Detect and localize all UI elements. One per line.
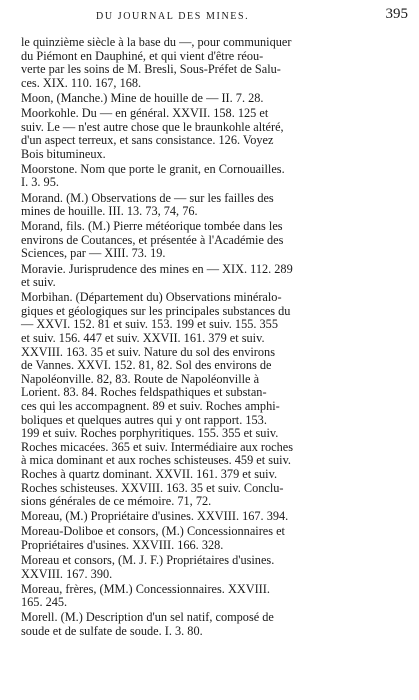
index-entry xyxy=(21,263,404,290)
entry-line: environs de Coutances, et présentée à l'Académie des xyxy=(21,232,284,247)
index-entry xyxy=(21,525,404,552)
entry-line: Moravie. Jurisprudence des mines en — XIX. 112. 289 xyxy=(21,261,293,276)
entry-line: Moreau, frères, (MM.) Concessionnaires. XXVIII. xyxy=(21,581,270,596)
entry-line: sions générales de ce mémoire. 71, 72. xyxy=(21,494,212,509)
entry-line: giques et géologiques sur les principales substances du xyxy=(21,303,291,318)
page-header xyxy=(0,8,419,28)
entry-line: 199 et suiv. Roches porphyritiques. 155. 355 et suiv. xyxy=(21,426,279,441)
index-entry xyxy=(21,36,404,90)
entry-line: d'un aspect terreux, et sans consistance. 126. Voyez xyxy=(21,133,274,148)
index-entry xyxy=(21,510,404,524)
entry-line: Moorstone. Nom que porte le granit, en Cornouailles. xyxy=(21,161,285,176)
index-entries xyxy=(21,36,404,640)
entry-line: soude et de sulfate de soude. I. 3. 80. xyxy=(21,623,203,638)
entry-line: Moon, (Manche.) Mine de houille de — II. 7. 28. xyxy=(21,90,264,105)
entry-line: XXVIII. 163. 35 et suiv. Nature du sol des environs xyxy=(21,344,275,359)
entry-line: Moreau et consors, (M. J. F.) Propriétaires d'usines. xyxy=(21,552,275,567)
entry-line: Roches schisteuses. XXVIII. 163. 35 et suiv. Conclu- xyxy=(21,480,284,495)
entry-line: Morell. (M.) Description d'un sel natif, composé de xyxy=(21,610,274,625)
entry-line: Moreau, (M.) Propriétaire d'usines. XXVIII. 167. 394. xyxy=(21,509,289,524)
entry-line: ces. XIX. 110. 167, 168. xyxy=(21,75,142,90)
entry-line: verte par les soins de M. Bresli, Sous-Préfet de Salu- xyxy=(21,62,281,77)
entry-line: et suiv. 156. 447 et suiv. XXVII. 161. 379 et suiv. xyxy=(21,330,265,345)
index-entry xyxy=(21,92,404,106)
entry-line: de Vannes. XXVI. 152. 81, 82. Sol des environs de xyxy=(21,358,272,373)
index-entry xyxy=(21,163,404,190)
running-title: DU JOURNAL DES MINES. xyxy=(96,11,250,22)
index-entry xyxy=(21,554,404,581)
entry-line: du Piémont en Dauphiné, et qui vient d'être réou- xyxy=(21,48,264,63)
index-entry xyxy=(21,192,404,219)
entry-line: Lorient. 83. 84. Roches feldspathiques et substan- xyxy=(21,385,267,400)
index-entry xyxy=(21,107,404,161)
entry-line: Roches à quartz dominant. XXVII. 161. 379 et suiv. xyxy=(21,466,278,481)
entry-line: Roches micacées. 365 et suiv. Intermédiaire aux roches xyxy=(21,439,294,454)
entry-line: 165. 245. xyxy=(21,595,68,610)
index-entry xyxy=(21,611,404,638)
entry-line: Moorkohle. Du — en général. XXVII. 158. 125 et xyxy=(21,105,269,120)
entry-line: I. 3. 95. xyxy=(21,175,59,190)
page-number: 395 xyxy=(385,6,408,22)
entry-line: Propriétaires d'usines. XXVIII. 166. 328. xyxy=(21,537,224,552)
index-entry xyxy=(21,220,404,261)
entry-line: à mica dominant et aux roches schisteuses. 459 et suiv. xyxy=(21,453,292,468)
entry-line: suiv. Le — n'est autre chose que le braunkohle altéré, xyxy=(21,119,284,134)
entry-line: le quinzième siècle à la base du —, pour communiquer xyxy=(21,35,292,49)
entry-line: ces qui les accompagnent. 89 et suiv. Roches amphi- xyxy=(21,398,280,413)
entry-line: Napoléonville. 82, 83. Route de Napoléonville à xyxy=(21,371,260,386)
index-entry xyxy=(21,583,404,610)
entry-line: mines de houille. III. 13. 73, 74, 76. xyxy=(21,204,198,219)
entry-line: Morand, fils. (M.) Pierre météorique tombée dans les xyxy=(21,219,283,234)
entry-line: et suiv. xyxy=(21,275,56,290)
index-entry xyxy=(21,291,404,509)
entry-line: Bois bitumineux. xyxy=(21,146,106,161)
entry-line: XXVIII. 167. 390. xyxy=(21,566,113,581)
entry-line: Morbihan. (Département du) Observations minéralo- xyxy=(21,290,282,305)
entry-line: — XXVI. 152. 81 et suiv. 153. 199 et suiv. 155. 355 xyxy=(21,317,278,332)
entry-line: Moreau-Doliboe et consors, (M.) Concessionnaires et xyxy=(21,524,285,539)
entry-line: Sciences, par — XIII. 73. 19. xyxy=(21,246,166,261)
entry-line: boliques et quelques autres qui y ont rapport. 153. xyxy=(21,412,267,427)
entry-line: Morand. (M.) Observations de — sur les failles des xyxy=(21,190,274,205)
